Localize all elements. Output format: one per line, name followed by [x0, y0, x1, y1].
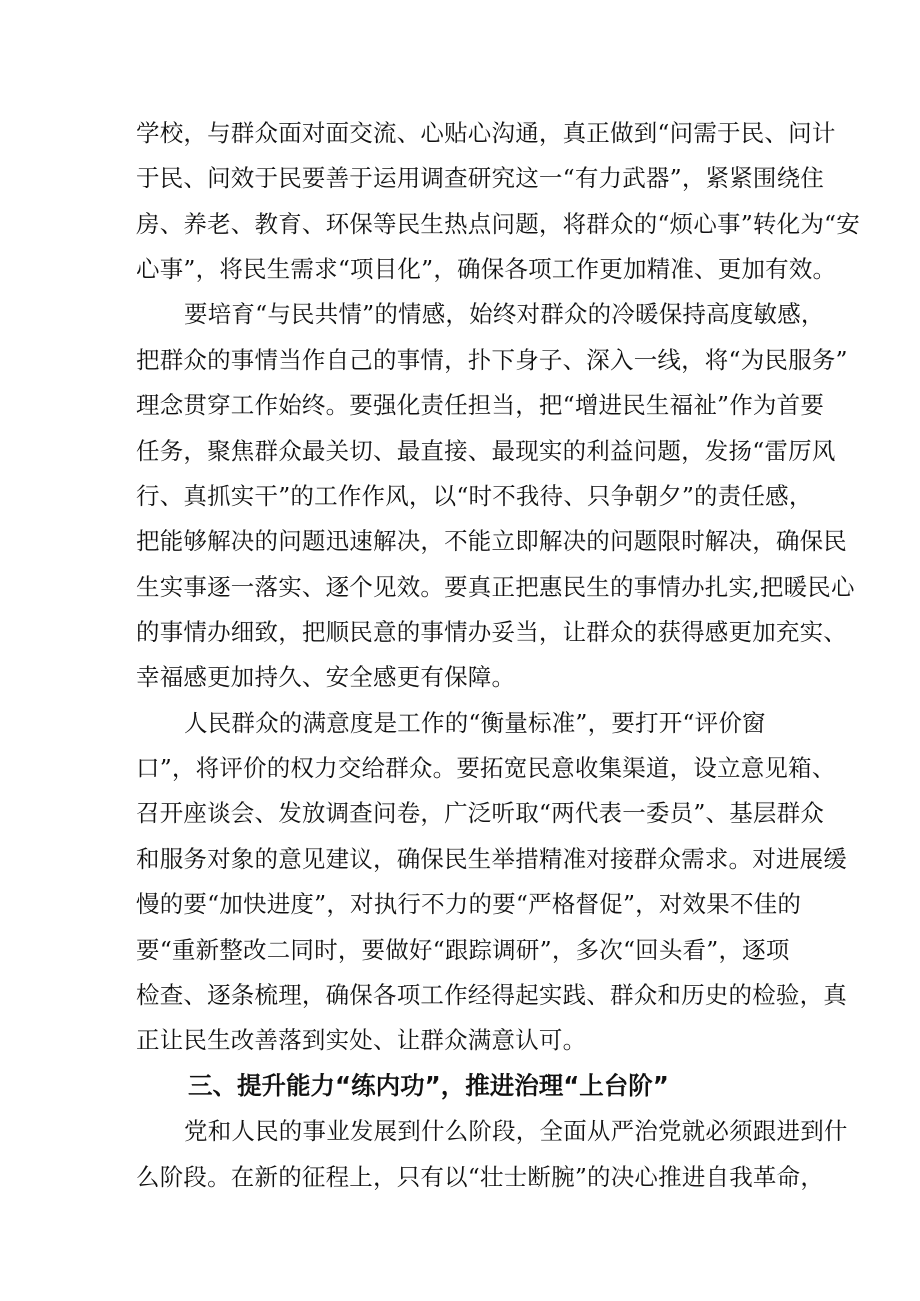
- text-line: 把能够解决的问题迅速解决，不能立即解决的问题限时解决，确保民: [136, 527, 847, 555]
- text-line: 生实事逐一落实、逐个见效。要真正把惠民生的事情办扎实,把暖民心: [136, 573, 855, 601]
- text-line: 的事情办细致，把顺民意的事情办妥当，让群众的获得感更加充实、: [136, 618, 847, 646]
- text-line: 慢的要“加快进度”，对执行不力的要“严格督促”，对效果不佳的: [136, 890, 802, 918]
- text-line: 口”，将评价的权力交给群众。要拓宽民意收集渠道，设立意见箱、: [136, 754, 836, 782]
- text-line: 房、养老、教育、环保等民生热点问题，将群众的“烦心事”转化为“安: [136, 210, 860, 238]
- text-line: 幸福感更加持久、安全感更有保障。: [136, 663, 516, 691]
- text-line: 么阶段。在新的征程上，只有以“壮士断腕”的决心推进自我革命，: [136, 1163, 825, 1191]
- text-line: 任务，聚焦群众最关切、最直接、最现实的利益问题，发扬“雷厉风: [136, 437, 836, 465]
- text-line: 正让民生改善落到实处、让群众满意认可。: [136, 1026, 587, 1054]
- text-line: 把群众的事情当作自己的事情，扑下身子、深入一线，将“为民服务”: [136, 346, 848, 374]
- text-line: 召开座谈会、发放调查问卷，广泛听取“两代表一委员”、基层群众: [136, 799, 825, 827]
- section-heading: 三、提升能力“练内功”，推进治理“上台阶”: [188, 1071, 669, 1100]
- text-line: 学校，与群众面对面交流、心贴心沟通，真正做到“问需于民、问计: [136, 119, 836, 147]
- text-line: 党和人民的事业发展到什么阶段，全面从严治党就必须跟进到什: [184, 1117, 848, 1145]
- text-line: 于民、问效于民要善于运用调查研究这一“有力武器”，紧紧围绕住: [136, 164, 825, 192]
- text-line: 人民群众的满意度是工作的“衡量标准”，要打开“评价窗: [184, 709, 766, 737]
- text-line: 理念贯穿工作始终。要强化责任担当，把“增进民生福祉”作为首要: [136, 391, 825, 419]
- text-line: 检查、逐条梳理，确保各项工作经得起实践、群众和历史的检验，真: [136, 981, 847, 1009]
- text-line: 要“重新整改二同时，要做好“跟踪调研”，多次“回头看”，逐项: [136, 936, 790, 964]
- text-line: 心事”，将民生需求“项目化”，确保各项工作更加精准、更加有效。: [136, 255, 837, 283]
- text-line: 要培育“与民共情”的情感，始终对群众的冷暖保持高度敏感，: [184, 300, 825, 328]
- text-line: 和服务对象的意见建议，确保民生举措精准对接群众需求。对进展缓: [136, 845, 847, 873]
- text-line: 行、真抓实干”的工作作风，以“时不我待、只争朝夕”的责任感，: [136, 482, 813, 510]
